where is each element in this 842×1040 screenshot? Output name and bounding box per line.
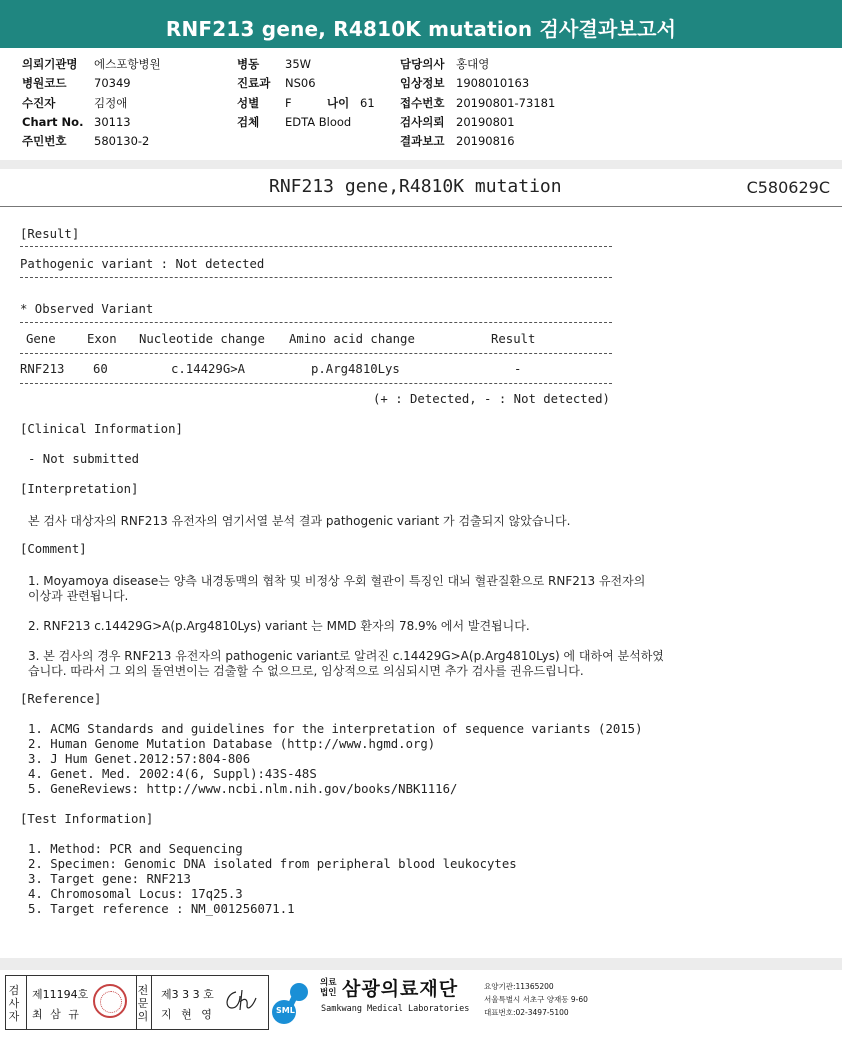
value-hospital-code: 70349 <box>94 76 131 91</box>
label-report-date: 결과보고 <box>400 134 445 149</box>
tester-license-no: 제11194호 <box>32 988 89 1001</box>
value-doctor: 홍대영 <box>456 57 490 71</box>
org-contact <box>484 980 588 1019</box>
table-header-result: Result <box>491 332 536 346</box>
report-title-bar <box>0 0 842 48</box>
patient-info-col1 <box>22 55 161 151</box>
reference-item: 4. Genet. Med. 2002:4(6, Suppl):43S-48S <box>28 767 317 781</box>
result-legend: (+ : Detected, - : Not detected) <box>373 392 610 406</box>
comment-heading: [Comment] <box>20 542 87 556</box>
table-cell-gene: RNF213 <box>20 362 65 376</box>
org-contact-line: 요양기관:11365200 <box>484 982 554 991</box>
tester-label-char: 자 <box>8 1010 20 1023</box>
label-specimen: 검체 <box>237 114 260 129</box>
specialist-license-no: 제3 3 3 호 <box>161 988 214 1001</box>
dashed-rule <box>20 322 612 323</box>
tester-label-char: 검 <box>8 984 20 997</box>
test-info-item: 2. Specimen: Genomic DNA isolated from peripheral blood leukocytes <box>28 857 517 871</box>
value-department: NS06 <box>285 76 316 91</box>
test-info-item: 3. Target gene: RNF213 <box>28 872 191 886</box>
label-request-date: 검사의뢰 <box>400 114 445 129</box>
table-cell-amino-acid: p.Arg4810Lys <box>311 362 400 376</box>
label-clinical-info: 임상정보 <box>400 76 445 91</box>
clinical-text: - Not submitted <box>28 452 140 466</box>
org-type-line: 법인 <box>320 988 337 998</box>
test-name: RNF213 gene,R4810K mutation <box>269 176 562 197</box>
test-info-item: 5. Target reference : NM_001256071.1 <box>28 902 295 916</box>
result-line: Pathogenic variant : Not detected <box>20 257 265 271</box>
value-request-date: 20190801 <box>456 114 515 129</box>
reference-item: 5. GeneReviews: http://www.ncbi.nlm.nih.gov/books/NBK1116/ <box>28 782 458 796</box>
value-ward: 35W <box>285 57 312 71</box>
value-patient: 김정애 <box>94 95 128 110</box>
value-clinical-info: 1908010163 <box>456 76 530 91</box>
table-header-nucleotide: Nucleotide change <box>139 332 265 346</box>
value-sex: F <box>285 95 292 110</box>
footer-divider-band <box>0 958 842 970</box>
reference-item: 2. Human Genome Mutation Database (http://www.hgmd.org) <box>28 737 436 751</box>
report-code: C580629C <box>746 178 830 197</box>
tester-name: 최 삼 규 <box>32 1008 81 1021</box>
test-info-item: 1. Method: PCR and Sequencing <box>28 842 243 856</box>
table-cell-result: - <box>514 362 522 376</box>
org-type <box>320 978 336 998</box>
result-heading: [Result] <box>20 227 80 241</box>
specialist-label-char: 전 <box>137 984 149 997</box>
comment-1-line-1: 1. Moyamoya disease는 양측 내경동맥의 협착 및 비정상 우회 혈관이 특징인 대뇌 혈관질환으로 RNF213 유전자의 <box>28 574 646 588</box>
label-age: 나이 <box>327 95 350 110</box>
patient-info-col2 <box>237 55 375 132</box>
reference-item: 3. J Hum Genet.2012:57:804-806 <box>28 752 251 766</box>
value-report-date: 20190816 <box>456 134 515 149</box>
interpretation-heading: [Interpretation] <box>20 482 139 496</box>
test-info-heading: [Test Information] <box>20 812 154 826</box>
sml-logo-icon <box>270 978 318 1026</box>
value-resident-no: 580130-2 <box>94 134 150 149</box>
dashed-rule <box>20 277 612 278</box>
reference-heading: [Reference] <box>20 692 102 706</box>
table-header-exon: Exon <box>87 332 117 346</box>
table-header-gene: Gene <box>26 332 56 346</box>
label-chart-no: Chart No. <box>22 114 84 129</box>
value-specimen: EDTA Blood <box>285 114 352 129</box>
test-info-item: 4. Chromosomal Locus: 17q25.3 <box>28 887 243 901</box>
org-type-line: 의료 <box>320 978 337 988</box>
comment-2-line-1: 2. RNF213 c.14429G>A(p.Arg4810Lys) variant 는 MMD 환자의 78.9% 에서 발견됩니다. <box>28 619 530 633</box>
official-seal-icon <box>93 984 127 1018</box>
table-cell-nucleotide: c.14429G>A <box>171 362 246 376</box>
value-chart-no: 30113 <box>94 114 131 129</box>
signature-icon <box>222 986 262 1016</box>
comment-3-line-2: 습니다. 따라서 그 외의 돌연변이는 검출할 수 없으므로, 임상적으로 의심되시면 추가 검사를 권유드립니다. <box>28 664 584 678</box>
table-cell-exon: 60 <box>93 362 108 376</box>
dashed-rule <box>20 383 612 384</box>
dashed-rule <box>20 353 612 354</box>
label-doctor: 담당의사 <box>400 57 445 71</box>
label-hospital-code: 병원코드 <box>22 76 67 91</box>
clinical-heading: [Clinical Information] <box>20 422 183 436</box>
reference-item: 1. ACMG Standards and guidelines for the interpretation of sequence variants (2015) <box>28 722 643 736</box>
label-ward: 병동 <box>237 57 260 71</box>
report-title: RNF213 gene, R4810K mutation 검사결과보고서 <box>165 17 677 41</box>
org-name: 삼광의료재단 <box>342 978 459 1000</box>
value-institution: 에스포항병원 <box>94 57 161 71</box>
specialist-label-char: 의 <box>137 1010 149 1023</box>
tester-label <box>7 984 21 1023</box>
specialist-name: 지 현 영 <box>161 1008 215 1021</box>
label-receipt-no: 접수번호 <box>400 95 445 110</box>
comment-1-line-2: 이상과 관련됩니다. <box>28 589 129 603</box>
org-english-name: Samkwang Medical Laboratories <box>321 1004 470 1014</box>
sml-badge: SML <box>276 1006 295 1015</box>
value-age: 61 <box>360 95 375 110</box>
observed-variant-heading: * Observed Variant <box>20 302 154 316</box>
label-sex: 성별 <box>237 95 260 110</box>
label-patient: 수진자 <box>22 95 56 110</box>
label-institution: 의뢰기관명 <box>22 57 78 71</box>
label-resident-no: 주민번호 <box>22 134 67 149</box>
table-header-amino-acid: Amino acid change <box>289 332 415 346</box>
comment-3-line-1: 3. 본 검사의 경우 RNF213 유전자의 pathogenic variant로 알려진 c.14429G>A(p.Arg4810Lys) 에 대하여 분석하였 <box>28 649 664 663</box>
value-receipt-no: 20190801-73181 <box>456 95 556 110</box>
specialist-label-char: 문 <box>137 997 149 1010</box>
label-department: 진료과 <box>237 76 271 91</box>
divider-band <box>0 160 842 169</box>
dashed-rule <box>20 246 612 247</box>
org-contact-line: 서울특별시 서초구 양재동 9-60 <box>484 995 588 1004</box>
specialist-label <box>136 984 150 1023</box>
interpretation-text: 본 검사 대상자의 RNF213 유전자의 염기서열 분석 결과 pathogenic variant 가 검출되지 않았습니다. <box>28 514 571 528</box>
tester-label-char: 사 <box>8 997 20 1010</box>
org-contact-line: 대표번호:02-3497-5100 <box>484 1008 569 1017</box>
patient-info-col3 <box>400 55 555 151</box>
